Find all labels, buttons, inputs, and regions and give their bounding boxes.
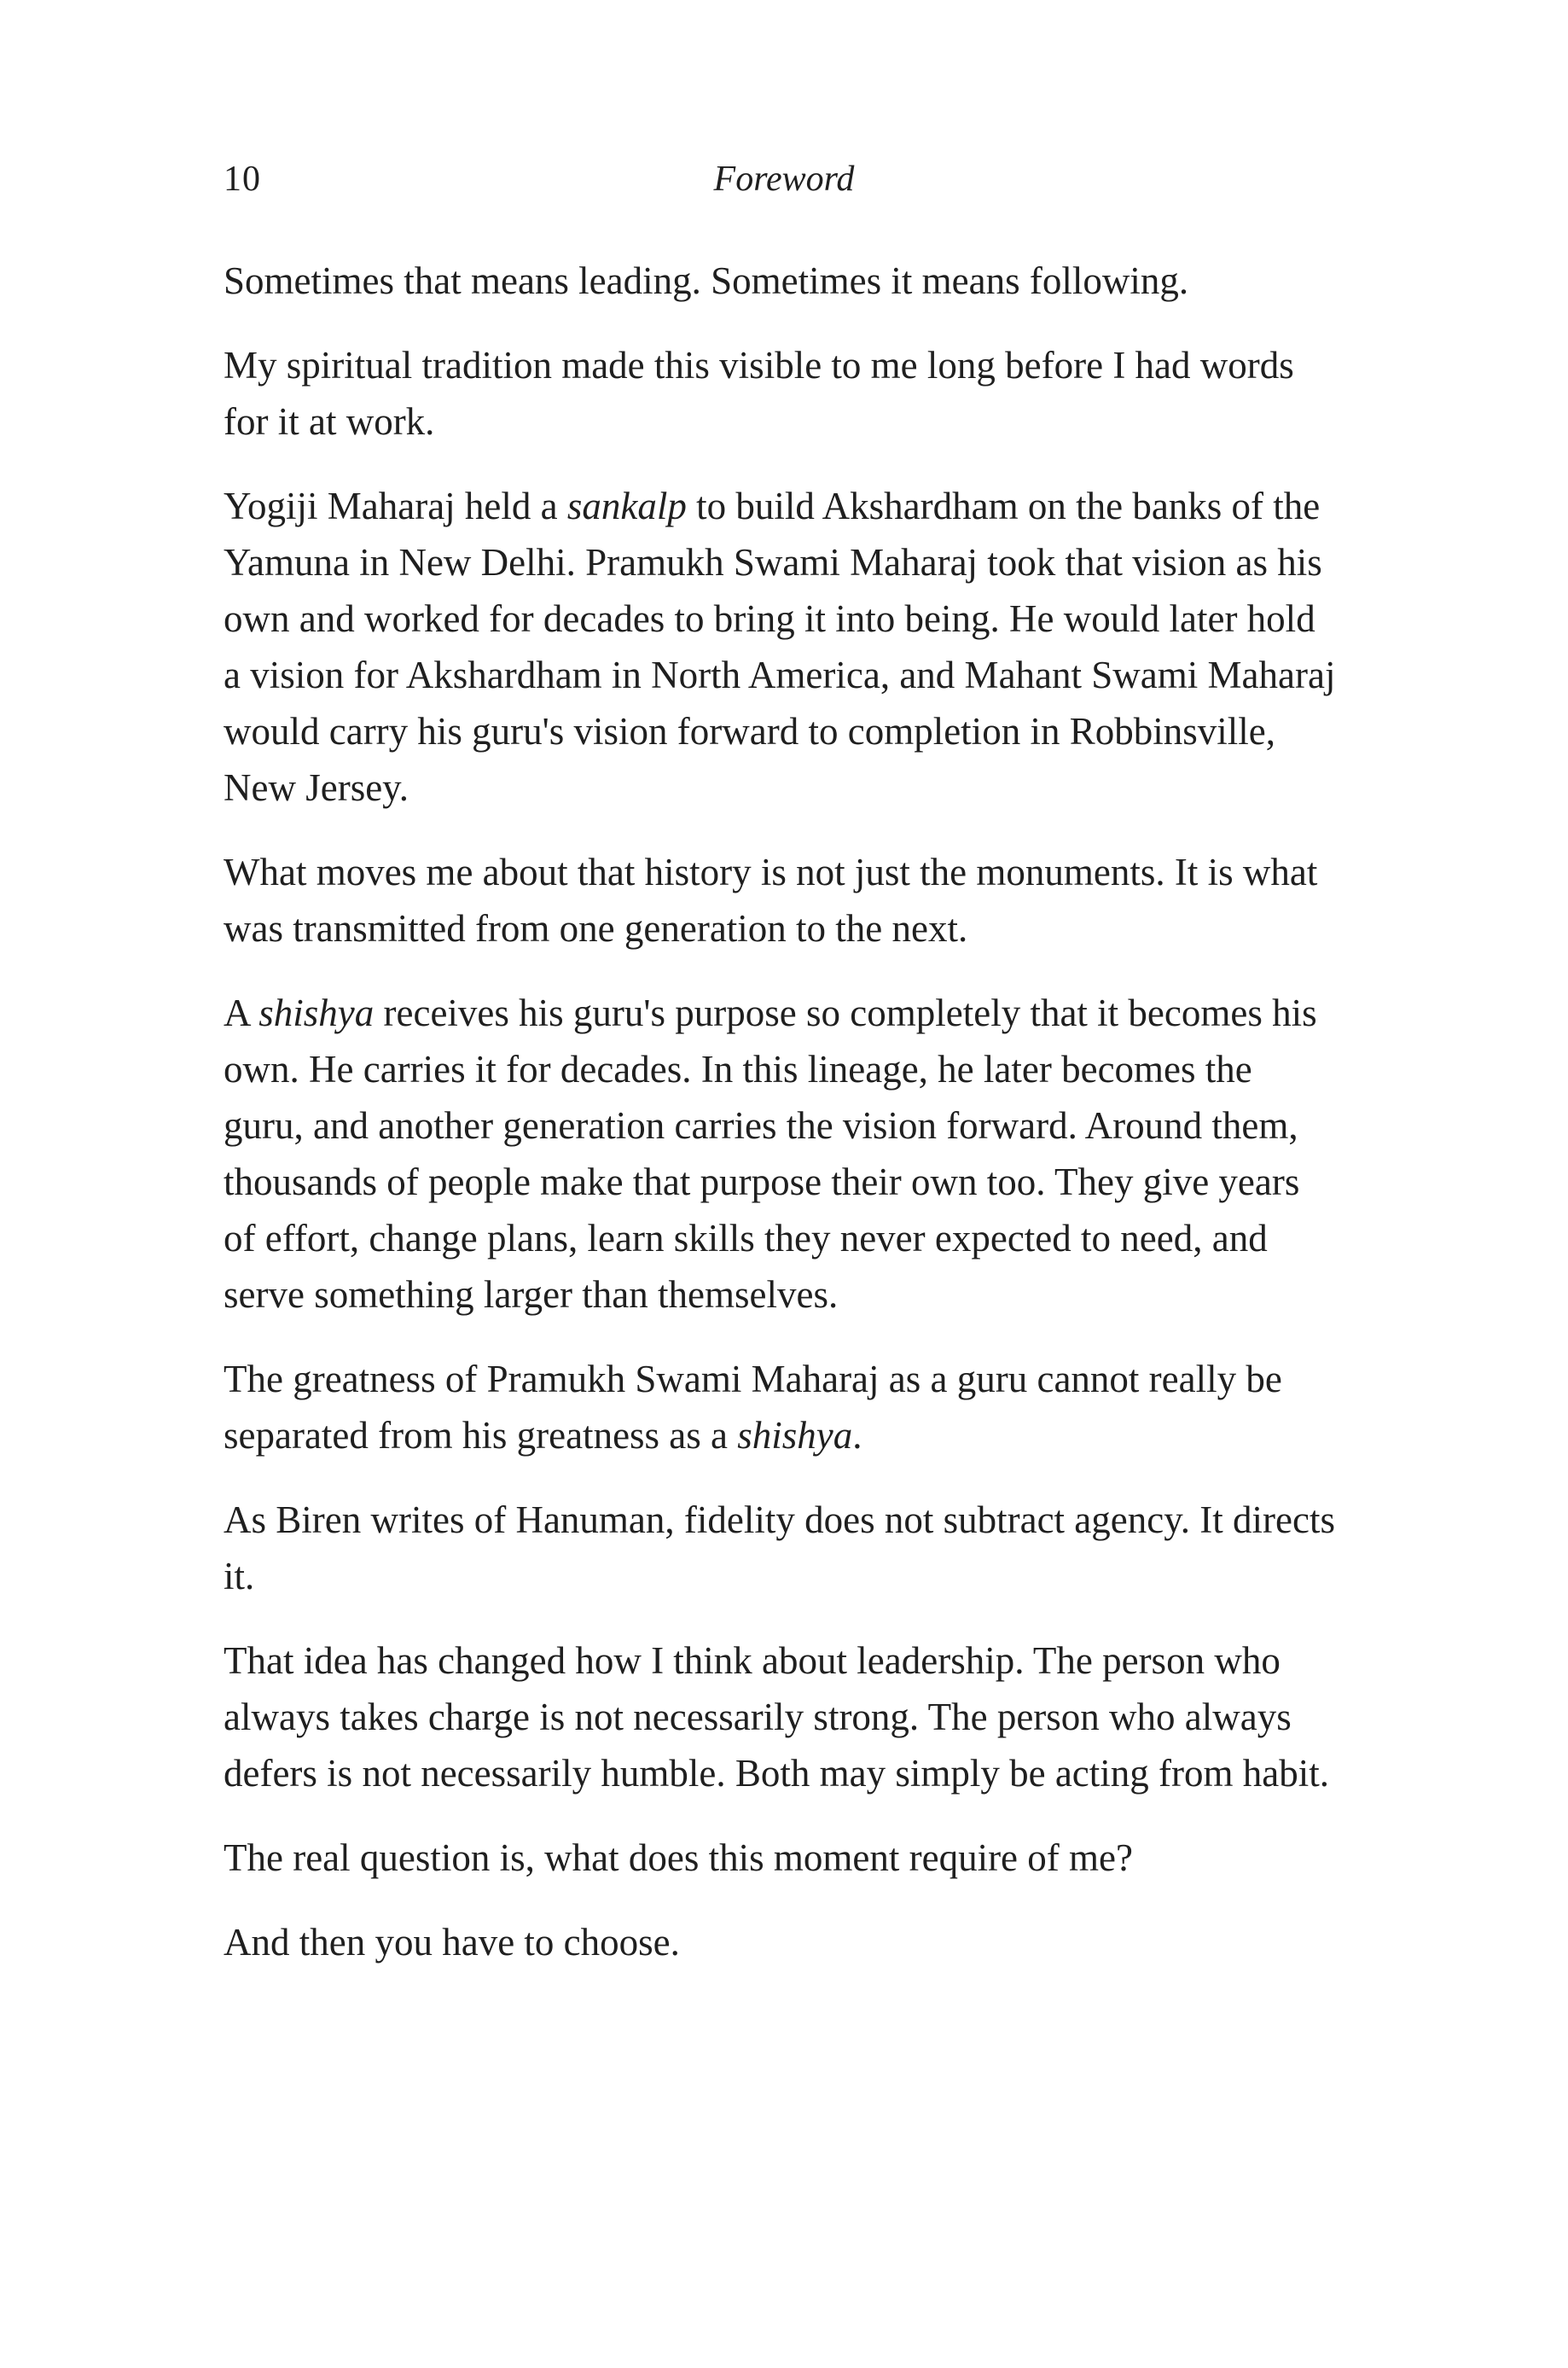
italic-term: shishya xyxy=(258,992,375,1034)
paragraph-text: The greatness of Pramukh Swami Maharaj as a guru cannot really be separated from his greatness as a xyxy=(224,1358,1282,1457)
paragraph xyxy=(224,478,1341,816)
paragraph: And then you have to choose. xyxy=(224,1921,680,1964)
paragraph: As Biren writes of Hanuman, fidelity does not subtract agency. It directs it. xyxy=(224,1498,1335,1597)
paragraph-text: A xyxy=(224,992,259,1034)
page-number: 10 xyxy=(224,160,261,199)
paragraph-text: receives his guru's purpose so completely that it becomes his own. He carries it for decades. In this lineage, he later becomes the guru, and another generation carries the vision forward. Around them, thousands of people make that purpose their own too. They give years of effort, change plans, learn skills they never expected to need, and serve something larger than themselves. xyxy=(224,992,1317,1316)
paragraph-text: Yogiji Maharaj held a xyxy=(224,485,567,527)
italic-term: sankalp xyxy=(566,485,687,527)
paragraph-text: . xyxy=(852,1414,862,1457)
paragraph-text: to build Akshardham on the banks of the Yamuna in New Delhi. Pramukh Swami Maharaj took that vision as his own and worked for decades to bring it into being. He would later hold a vision for Akshardham in North America, and Mahant Swami Maharaj would carry his guru's vision forward to completion in Robbinsville, New Jersey. xyxy=(224,485,1336,809)
paragraph: My spiritual tradition made this visible to me long before I had words for it at work. xyxy=(224,344,1294,443)
running-head: Foreword xyxy=(713,160,855,199)
paragraph: That idea has changed how I think about leadership. The person who always takes charge is not necessarily strong. The person who always defers is not necessarily humble. Both may simply be acting from habit. xyxy=(224,1639,1329,1795)
paragraph: What moves me about that history is not just the monuments. It is what was transmitted from one generation to the next. xyxy=(224,851,1318,950)
paragraph: Sometimes that means leading. Sometimes it means following. xyxy=(224,259,1189,302)
italic-term: shishya xyxy=(737,1414,853,1457)
paragraph xyxy=(224,1351,1341,1463)
body-text xyxy=(224,253,1341,1999)
paragraph xyxy=(224,985,1341,1323)
paragraph: The real question is, what does this moment require of me? xyxy=(224,1836,1133,1879)
